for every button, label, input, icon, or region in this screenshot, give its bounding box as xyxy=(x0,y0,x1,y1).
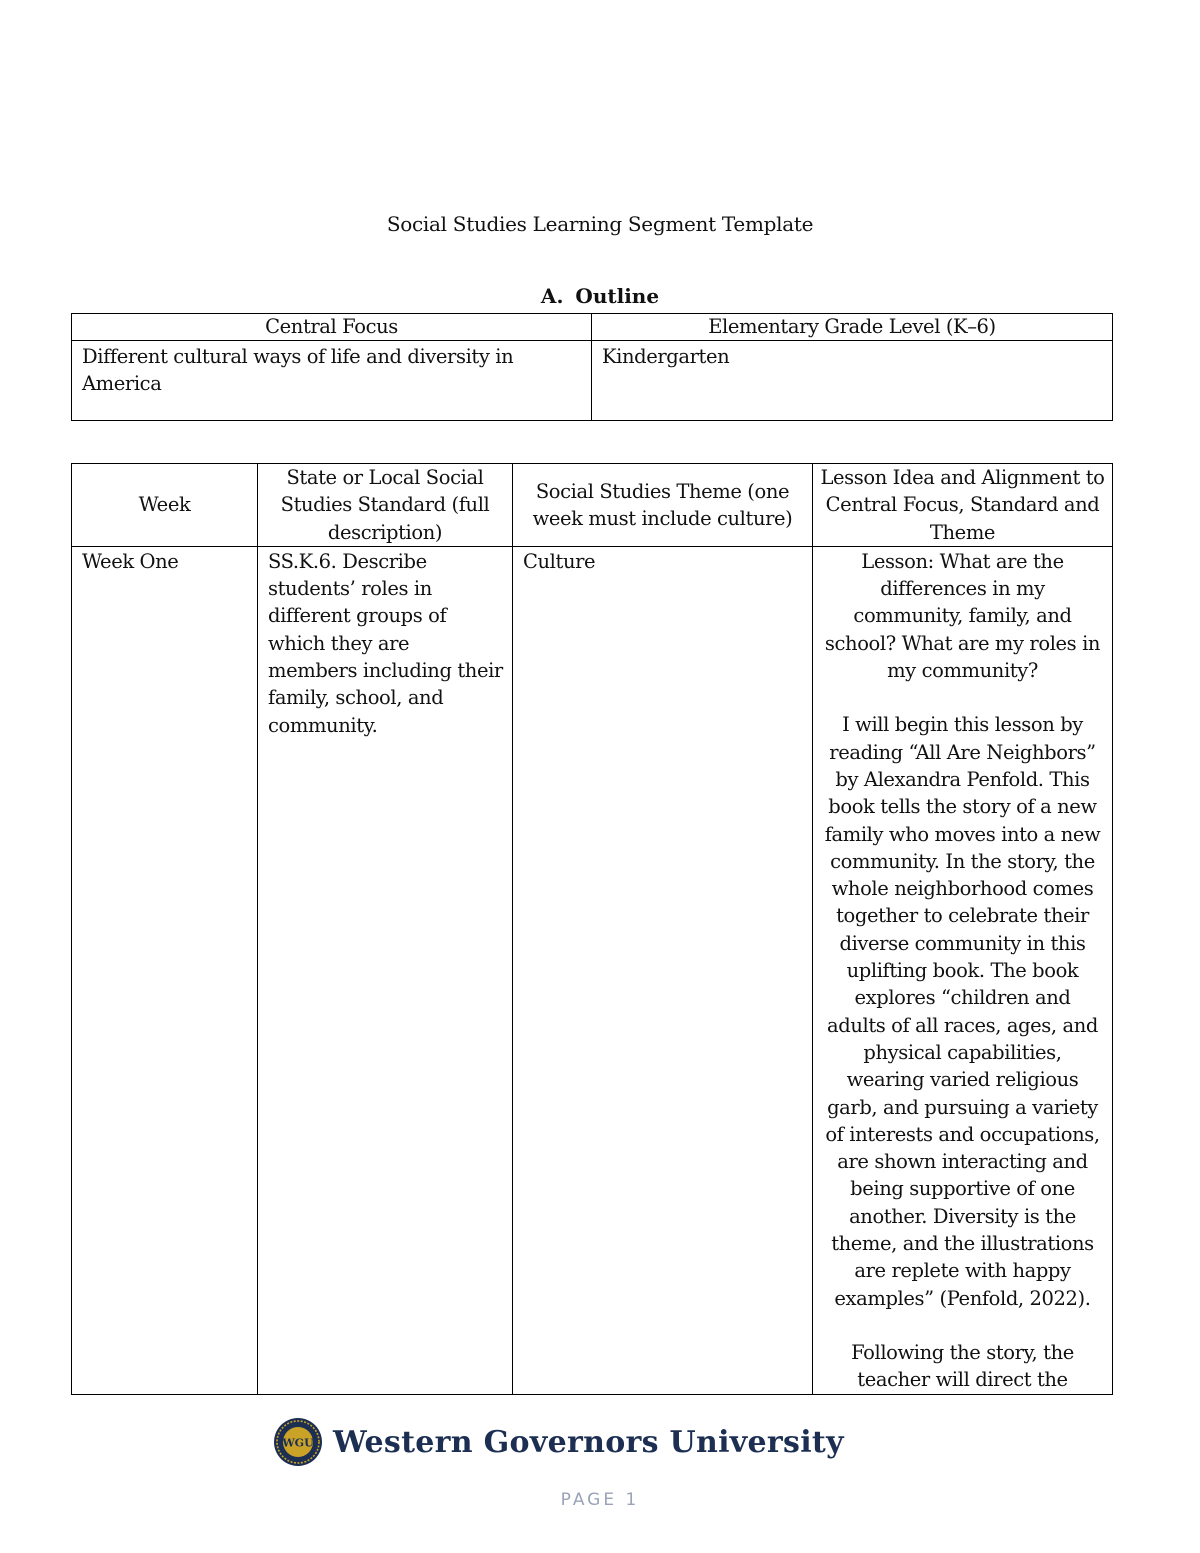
university-logo xyxy=(273,1416,893,1468)
grade-level-cell xyxy=(592,341,1113,421)
document-title: Social Studies Learning Segment Template xyxy=(386,212,814,236)
seal-monogram: WGU xyxy=(282,1436,314,1450)
standard-header: State or Local Social Studies Standard (full description) xyxy=(258,464,513,547)
university-name: Western Governors University xyxy=(333,1424,844,1460)
theme-cell: Culture xyxy=(513,546,813,1394)
week-cell: Week One xyxy=(72,546,258,1394)
university-seal-icon xyxy=(273,1417,323,1467)
section-letter: A. xyxy=(540,284,564,308)
learning-segment-table xyxy=(71,463,1113,1395)
lesson-paragraph: I will begin this lesson by reading “All Are Neighbors” by Alexandra Penfold. This book tells the story of a new family who moves into a new community. In the story, the whole neighborhood comes together to celebrate their diverse community in this uplifting book. The book explores “children and adults of all races, ages, and physical capabilities, wearing varied religious garb, and pursuing a variety of interests and occupations, are shown interacting and being supportive of one another. Diversity is the theme, and the illustrations are replete with happy examples” (Penfold, 2022). xyxy=(824,713,1101,1310)
lesson-paragraph: Lesson: What are the differences in my community, family, and school? What are my roles in my community? xyxy=(824,549,1101,683)
week-header: Week xyxy=(72,464,258,547)
central-focus-cell xyxy=(72,341,592,421)
section-heading xyxy=(0,284,1200,308)
lesson-header: Lesson Idea and Alignment to Central Focus, Standard and Theme xyxy=(813,464,1113,547)
grade-level-text: Kindergarten xyxy=(602,345,730,368)
section-title: Outline xyxy=(575,284,660,308)
outline-table xyxy=(71,313,1113,421)
standard-cell: SS.K.6. Describe students’ roles in different groups of which they are members including their family, school, and community. xyxy=(258,546,513,1394)
grade-level-header: Elementary Grade Level (K–6) xyxy=(592,314,1113,341)
theme-header: Social Studies Theme (one week must include culture) xyxy=(513,464,813,547)
lesson-cell xyxy=(813,546,1113,1394)
central-focus-header: Central Focus xyxy=(72,314,592,341)
table-row xyxy=(72,546,1113,1394)
page-number: PAGE 1 xyxy=(560,1490,640,1510)
lesson-paragraph: Following the story, the teacher will direct the xyxy=(851,1340,1074,1392)
central-focus-text: Different cultural ways of life and diversity in America xyxy=(82,345,514,396)
